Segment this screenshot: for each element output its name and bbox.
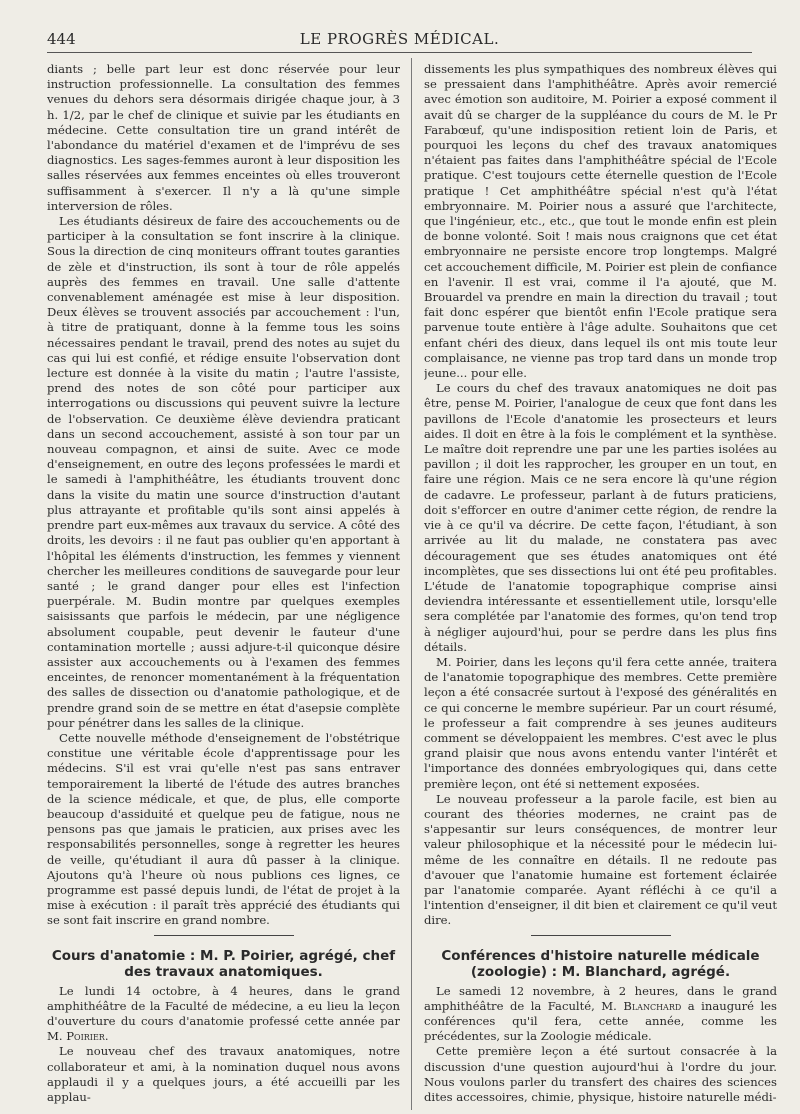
column-divider <box>411 58 412 1110</box>
paragraph: Le nouveau professeur a la parole facile, est bien au courant des théories modernes, ne craint pas de s'appesantir sur leurs conséquences, de montrer leur valeur philosophique et la nécessité pour le médecin lui-même de les connaître en détails. Il ne redoute pas d'avouer que l'anatomie humaine est fortement éclairée par l'anatomie comparée. Ayant réfléchi à ce qu'il a l'intention d'enseigner, il dit bien et clairement ce qu'il veut dire. <box>424 791 777 928</box>
page-header <box>47 24 752 53</box>
paragraph: Le nouveau chef des travaux anatomiques, notre collaborateur et ami, à la nomination duquel nous avons applaudi il y a quelques jours, a été accueilli par les applau- <box>47 1044 400 1104</box>
text-run: . <box>104 1029 109 1044</box>
section-heading: Conférences d'histoire naturelle médicale (zoologie) : M. Blanchard, agrégé. <box>441 947 760 980</box>
person-name: Blanchard <box>623 998 682 1013</box>
right-column <box>424 62 777 1107</box>
paragraph: Cette nouvelle méthode d'enseignement de l'obstétrique constitue une véritable école d'apprentissage pour les médecins. S'il est vrai qu'elle n'est pas sans entraver temporairement la liberté de l'étude des autres branches de la science médicale, et que, de plus, elle comporte beaucoup d'assiduité et quelque peu de fatigue, nous ne pensons pas que jamais le praticien, aux prises avec les responsabilités personnelles, songe à regretter les heures de veille, qu'étudiant il aura dû passer à la clinique. Ajoutons qu'à l'heure où nous publions ces lignes, ce programme est passé depuis lundi, de l'état de projet à la mise à exécution : il paraît très apprécié des étudiants qui se sont fait inscrire en grand nombre. <box>47 730 400 928</box>
text-run: a inauguré les conférences qu'il fera, cette année, comme les précédentes, sur la Zoologie médicale. <box>424 998 777 1044</box>
section-rule <box>531 935 671 936</box>
running-title: LE PROGRÈS MÉDICAL. <box>299 30 500 48</box>
paragraph: dissements les plus sympathiques des nombreux élèves qui se pressaient dans l'amphithéâtre. Après avoir remercié avec émotion son auditoire, M. Poirier a exposé comment il avait dû se charger de la suppléance du cours de M. le Pr Farabœuf, qu'une indisposition retient loin de Paris, et pourquoi les leçons du chef des travaux anatomiques n'étaient pas faites dans l'amphithéâtre spécial de l'Ecole pratique. C'est toujours cette éternelle question de l'Ecole pratique ! Cet amphithéâtre spécial n'est qu'à l'état embryonnaire. M. Poirier nous a assuré que l'architecte, que l'ingénieur, etc., etc., que tout le monde enfin est plein de bonne volonté. Soit ! mais nous craignons que cet état embryonnaire ne persiste encore trop longtemps. Malgré cet accouchement difficile, M. Poirier est plein de confiance en l'avenir. Il est vrai, comme il l'a ajouté, que M. Brouardel va prendre en main la direction du travail ; tout fait donc espérer que bientôt enfin l'Ecole pratique sera parvenue toute entière à l'âge adulte. Souhaitons que cet enfant chéri des dieux, dans lequel ils ont mis toute leur complaisance, ne vienne pas trop tard dans un monde trop jeune... pour elle. <box>424 62 777 381</box>
paragraph: Les étudiants désireux de faire des accouchements ou de participer à la consultation se font inscrire à la clinique. Sous la direction de cinq moniteurs offrant toutes garanties de zèle et d'instruction, ils sont à tour de rôle appelés auprès des femmes en travail. Une salle d'attente convenablement aménagée est mise à leur disposition. Deux élèves se trouvent associés par accouchement : l'un, à titre de pratiquant, donne à la femme tous les soins nécessaires pendant le travail, prend des notes au sujet du cas qui lui est confié, et rédige ensuite l'observation dont lecture est donnée à la visite du matin ; l'autre l'assiste, prend des notes de son côté pour participer aux interrogations ou discussions qui peuvent suivre la lecture de l'observation. Ce deuxième élève deviendra praticant dans un second accouchement, assisté à son tour par un nouveau compagnon, et ainsi de suite. Avec ce mode d'enseignement, en outre des leçons professées le mardi et le samedi à l'amphithéâtre, les étudiants trouvent donc dans la visite du matin une source d'instruction d'autant plus attrayante et profitable qu'ils sont ainsi appelés à prendre part eux-mêmes aux travaux du service. A côté des droits, les devoirs : il ne faut pas oublier qu'en apportant à l'hôpital les éléments d'instruction, les femmes y viennent chercher les meilleures conditions de sauvegarde pour leur santé ; le grand danger pour elles est l'infection puerpérale. M. Budin montre par quelques exemples saisissants que parfois le médecin, par une négligence absolument coupable, peut devenir le fauteur d'une contamination mortelle ; aussi adjure-t-il quiconque désire assister aux accouchements ou à l'examen des femmes enceintes, de renoncer momentanément à la fréquentation des salles de dissection ou d'anatomie pathologique, et de prendre grand soin de se mettre en état d'asepsie complète pour pénétrer dans les salles de la clinique. <box>47 214 400 730</box>
paragraph: Le cours du chef des travaux anatomiques ne doit pas être, pense M. Poirier, l'analogue de ceux que font dans les pavillons de l'Ecole d'anatomie les prosecteurs et leurs aides. Il doit en être à la fois le complément et la synthèse. Le maître doit reprendre une par une les parties isolées au pavillon ; il doit les rapprocher, les grouper en un tout, en faire une région. Mais ce ne sera encore là qu'une région de cadavre. Le professeur, parlant à de futurs praticiens, doit s'efforcer en outre d'animer cette région, de rendre la vie à ce qu'il va décrire. De cette façon, l'étudiant, à son arrivée au lit du malade, ne constatera pas avec découragement que ses études anatomiques ont été incomplètes, que ses dissections lui ont été peu profitables. L'étude de l'anatomie topographique comprise ainsi deviendra intéressante et essentiellement utile, lorsqu'elle sera complétée par l'anatomie des formes, qu'on tend trop à négliger aujourd'hui, pour se perdre dans les plus fins détails. <box>424 381 777 654</box>
page-number: 444 <box>47 30 76 48</box>
left-column <box>47 62 400 1107</box>
person-name: Poirier <box>66 1029 105 1044</box>
text-run: Le samedi 12 novembre, à 2 heures, dans le grand amphithéâtre de la Faculté, M. <box>424 983 777 1013</box>
paragraph <box>47 984 400 1045</box>
paragraph: Cette première leçon a été surtout consacrée à la discussion d'une question aujourd'hui à l'ordre du jour. Nous voulons parler du transfert des chaires des sciences dites accessoires, chimie, physique, histoire naturelle médi- <box>424 1044 777 1104</box>
text-run: Le lundi 14 octobre, à 4 heures, dans le grand amphithéâtre de la Faculté de médecine, a eu lieu la leçon d'ouverture du cours d'anatomie professé cette année par M. <box>47 983 400 1044</box>
paragraph <box>424 984 777 1045</box>
paragraph: diants ; belle part leur est donc réservée pour leur instruction professionnelle. La consultation des femmes venues du dehors sera désormais dirigée chaque jour, à 3 h. 1/2, par le chef de clinique et suivie par les étudiants en médecine. Cette consultation tire un grand intérêt de l'abondance du matériel d'examen et de l'imprévu de ses diagnostics. Les sages-femmes auront à leur disposition les salles réservées aux femmes enceintes où elles trouveront suffisamment à s'exercer. Il n'y a là qu'une simple interversion de rôles. <box>47 62 400 213</box>
section-rule <box>154 935 294 936</box>
section-heading: Cours d'anatomie : M. P. Poirier, agrégé, chef des travaux anatomiques. <box>51 947 396 980</box>
paragraph: M. Poirier, dans les leçons qu'il fera cette année, traitera de l'anatomie topographique des membres. Cette première leçon a été consacrée surtout à l'exposé des généralités en ce qui concerne le membre supérieur. Par un court résumé, le professeur a fait comprendre à ses jeunes auditeurs comment se développaient les membres. C'est avec le plus grand plaisir que nous avons entendu vanter l'intérêt et l'importance des données embryologiques qui, dans cette première leçon, ont été si nettement exposées. <box>424 654 777 791</box>
